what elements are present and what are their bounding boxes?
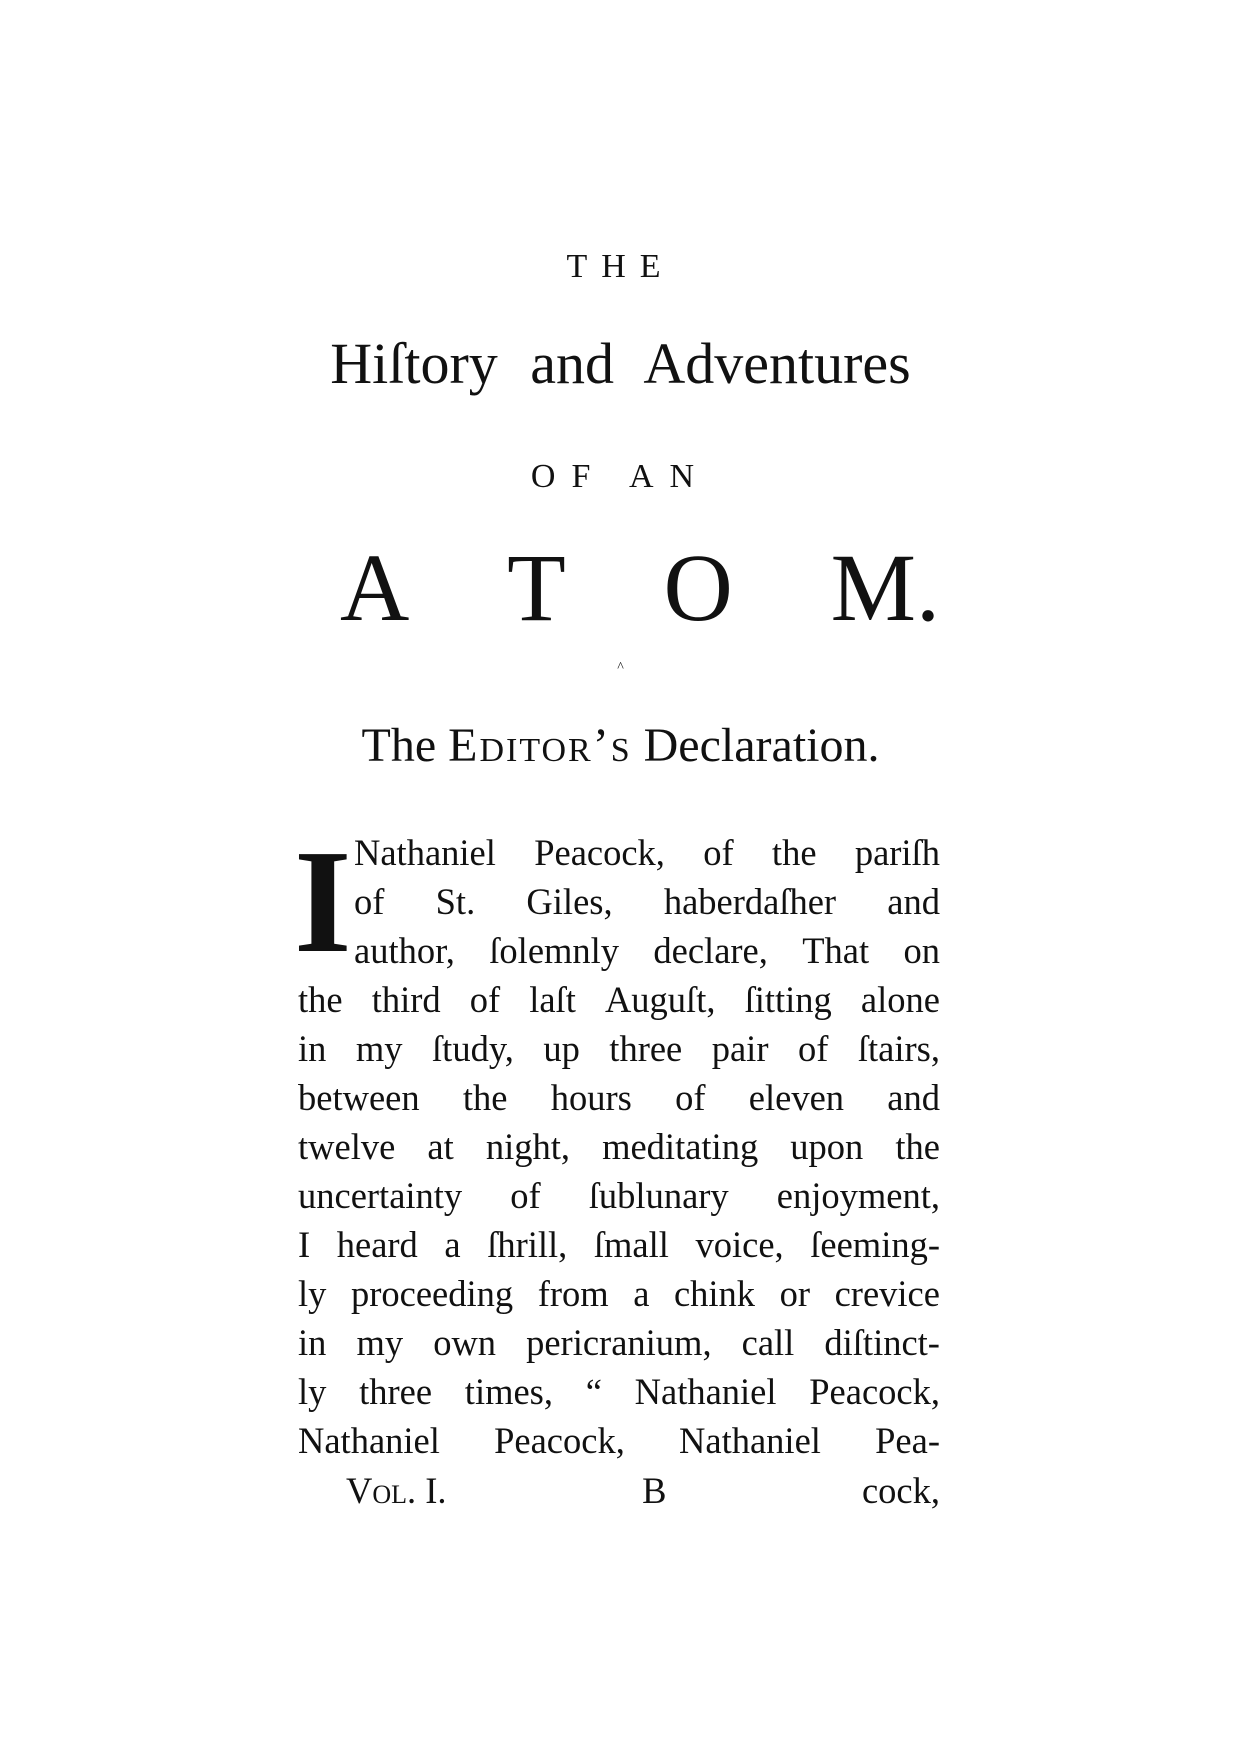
atom-letter-a: A (340, 534, 410, 641)
text-line: author, ſolemnly declare, That on (354, 930, 940, 971)
text-line: twelve at night, meditating upon the (298, 1126, 940, 1167)
text-line: in my own pericranium, call diſtinct- (298, 1322, 940, 1363)
section-title-declaration: Declaration. (643, 719, 880, 772)
atom-letter-m: M. (830, 534, 940, 641)
section-title-the: The (361, 719, 437, 772)
text-line: I heard a ſhrill, ſmall voice, ſeeming- (298, 1224, 940, 1265)
text-line: ly three times, “ Nathaniel Peacock, (298, 1371, 940, 1412)
signature-mark: B (642, 1470, 667, 1511)
text-line: ly proceeding from a chink or crevice (298, 1273, 940, 1314)
drop-cap-paragraph-start (294, 820, 940, 984)
text-line: the third of laſt Auguſt, ſitting alone (298, 979, 940, 1020)
text-line: of St. Giles, haberdaſher and (354, 881, 940, 922)
text-line: in my ſtudy, up three pair of ſtairs, (298, 1028, 940, 1069)
drop-cap: I (294, 820, 352, 984)
atom-heading (340, 534, 940, 641)
atom-letter-o: O (663, 534, 733, 641)
heading-of-an: OF AN (530, 458, 711, 495)
section-title-editor: Editor’s (448, 719, 632, 772)
catchword: cock, (861, 1470, 940, 1511)
text-line: between the hours of eleven and (298, 1077, 940, 1118)
section-title (0, 718, 1241, 773)
book-title: Hiſtory and Adventures (330, 331, 911, 396)
page-footer (346, 1466, 940, 1515)
body-text (294, 820, 940, 1465)
text-line: Nathaniel Peacock, of the pariſh (354, 832, 940, 873)
text-line: uncertainty of ſublunary enjoyment, (298, 1175, 940, 1216)
text-line: Nathaniel Peacock, Nathaniel Pea- (298, 1420, 940, 1461)
atom-letter-t: T (507, 534, 566, 641)
volume-label: Vol. I. (346, 1470, 447, 1511)
heading-the: THE (566, 248, 675, 285)
caret-mark: ^ (617, 660, 624, 675)
drop-cap-lines (354, 828, 940, 975)
